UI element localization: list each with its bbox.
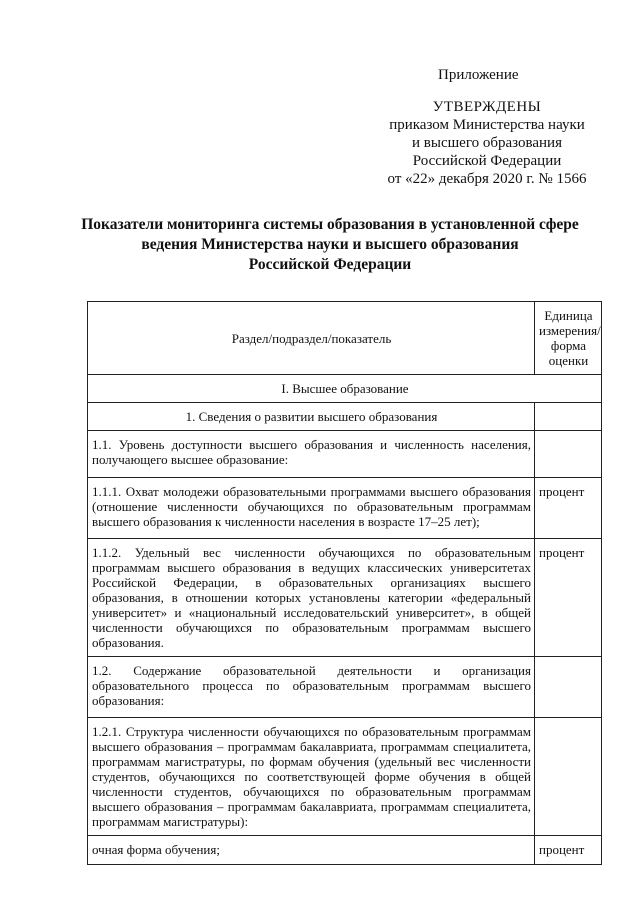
approval-line-1: приказом Министерства науки <box>389 117 585 133</box>
appendix-label: Приложение <box>438 67 519 83</box>
approval-line-3: Российской Федерации <box>412 153 562 169</box>
table-row <box>88 478 602 539</box>
subsection-unit <box>535 403 602 431</box>
approval-block <box>380 66 594 188</box>
title-line-2: ведения Министерства науки и высшего образования <box>141 236 519 253</box>
indicator-text: 1.1.1. Охват молодежи образовательными программами высшего образования (отношение численности обучающихся по образовательным программам высшего образования к численности населения в возрасте 17–25 лет); <box>88 478 535 539</box>
table-row <box>88 539 602 657</box>
table-row <box>88 836 602 865</box>
indicator-text: 1.2. Содержание образовательной деятельности и организация образовательного процесса по образовательным программам высшего образования: <box>88 657 535 718</box>
table-row <box>88 431 602 478</box>
title-line-1: Показатели мониторинга системы образования в установленной сфере <box>81 216 579 233</box>
indicator-unit: процент <box>535 836 602 865</box>
table-row <box>88 657 602 718</box>
indicator-unit: процент <box>535 478 602 539</box>
approval-order-date: от «22» декабря 2020 г. № 1566 <box>387 171 587 187</box>
header-unit: Единица измерения/ форма оценки <box>535 302 602 375</box>
indicator-unit <box>535 657 602 718</box>
header-indicator: Раздел/подраздел/показатель <box>88 302 535 375</box>
table-header-row <box>88 302 602 375</box>
indicators-table <box>87 301 602 865</box>
indicator-unit <box>535 718 602 836</box>
table-row <box>88 718 602 836</box>
subsection-row <box>88 403 602 431</box>
section-row <box>88 375 602 403</box>
approved-label: УТВЕРЖДЕНЫ <box>432 99 542 115</box>
indicator-text: 1.1.2. Удельный вес численности обучающихся по образовательным программам высшего образования в ведущих классических университетах Российской Федерации, в образовательных организациях высшего образования, в отношении которых установлены категории «федеральный университет» и «национальный исследовательский университет», в общей численности обучающихся по образовательным программам высшего образования. <box>88 539 535 657</box>
indicator-text: 1.2.1. Структура численности обучающихся по образовательным программам высшего образования – программам бакалавриата, программам специалитета, программам магистратуры, по формам обучения (удельный вес численности студентов, обучающихся по соответствующей форме обучения в общей численности студентов, обучающихся по образовательным программам высшего образования – программам бакалавриата, программам специалитета, программам магистратуры): <box>88 718 535 836</box>
title-line-3: Российской Федерации <box>248 256 412 273</box>
document-title <box>80 215 580 275</box>
approval-line-2: и высшего образования <box>412 135 562 151</box>
subsection-title: 1. Сведения о развитии высшего образования <box>88 403 535 431</box>
indicator-text: очная форма обучения; <box>88 836 535 865</box>
indicator-unit <box>535 431 602 478</box>
section-title: I. Высшее образование <box>88 375 602 403</box>
indicator-text: 1.1. Уровень доступности высшего образования и численность населения, получающего высшее образование: <box>88 431 535 478</box>
indicator-unit: процент <box>535 539 602 657</box>
